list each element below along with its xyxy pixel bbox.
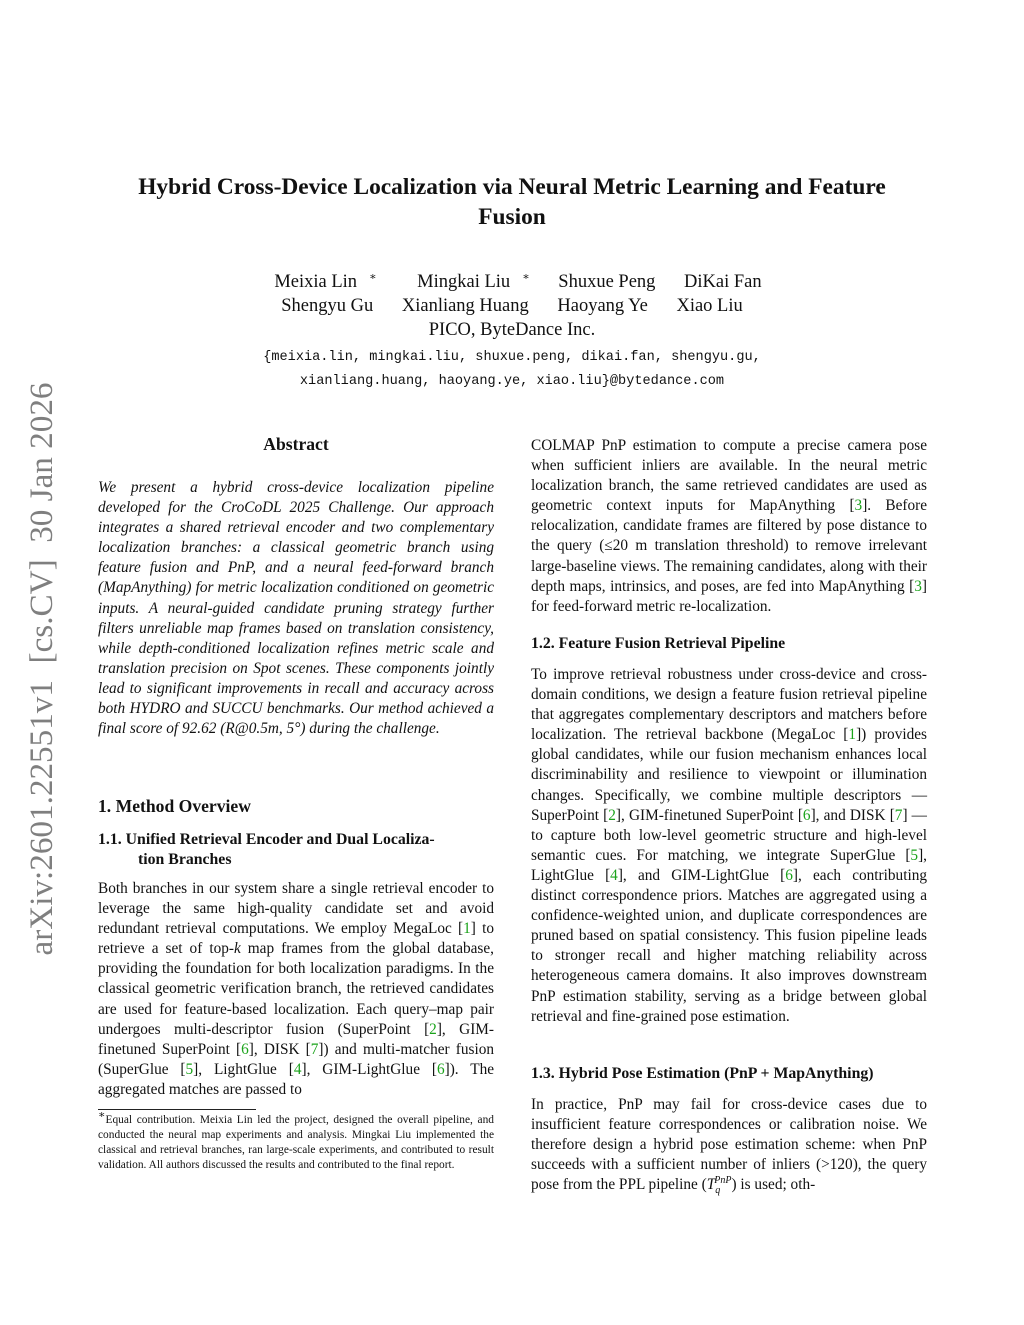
abstract-text: We present a hybrid cross-device localization pipeline developed for the CroCoDL 2025 Challenge. Our approach integrates a shared retrieval encoder and two complementary localization branches: a classical geometric branch using feature fusion and PnP, and a neural feed-forward branch (MapAnything) for metric localization conditioned on geometric inputs. A neural-guided candidate pruning strategy further filters unreliable map frames based on translation consistency, while depth-conditioned localization refines metric scale and translation precision on Spot scenes. These components jointly lead to significant improvements in recall and accuracy across both HYDRO and SUCCU benchmarks. Our method achieved a final score of 92.62 (R@0.5m, 5°) during the challenge. bbox=[98, 479, 494, 738]
citation-link[interactable]: 7 bbox=[894, 806, 903, 824]
citation-link[interactable]: 4 bbox=[293, 1060, 302, 1078]
section-heading-1-1: 1.1. Unified Retrieval Encoder and Dual Localiza- tion Branches bbox=[98, 831, 435, 869]
arxiv-side-stamp bbox=[12, 382, 66, 957]
email-line-2: xianliang.huang, haoyang.ye, xiao.liu}@bytedance.com bbox=[299, 374, 725, 389]
section-heading-1: 1. Method Overview bbox=[98, 796, 251, 816]
author-name: Xiao Liu bbox=[676, 296, 743, 316]
citation-link[interactable]: 4 bbox=[610, 866, 618, 884]
section-1-2-body: To improve retrieval robustness under cross-device and cross-domain conditions, we design a feature fusion retrieval pipeline that aggregates complementary descriptors and matchers before localization. The retrieval backbone (MegaLoc [1]) provides global candidates, while our fusion mechanism enhances local discriminability and resilience to viewpoint or illumination changes. Specifically, we combine multiple descriptors — SuperPoint [2], GIM-finetuned SuperPoint [6], and DISK [7] — to capture both low-level geometric structure and high-level semantic cues. For matching, we integrate SuperGlue [5], LightGlue [4], and GIM-LightGlue [6], each contributing distinct correspondence priors. Matches are aggregated using a confidence-weighted union, and duplicate correspondences are pruned based on spatial consistency. This fusion pipeline leads to stronger recall and higher matching reliability across heterogeneous camera domains. It also improves downstream PnP estimation stability, serving as a bridge between global retrieval and fine-grained pose estimation. bbox=[531, 666, 927, 1025]
citation-link[interactable]: 6 bbox=[785, 866, 793, 884]
affiliation: PICO, ByteDance Inc. bbox=[428, 320, 596, 340]
citation-link[interactable]: 1 bbox=[848, 726, 857, 744]
section-heading-1-3: 1.3. Hybrid Pose Estimation (PnP + MapAnything) bbox=[531, 1065, 874, 1082]
arxiv-identifier: arXiv:2601.22551v1 [cs.CV] 30 Jan 2026 bbox=[24, 385, 60, 956]
paper-title: Hybrid Cross-Device Localization via Neural Metric Learning and Feature Fusion bbox=[138, 174, 886, 230]
footnote-rule bbox=[98, 1109, 256, 1110]
author-emails bbox=[110, 346, 914, 394]
citation-link[interactable]: 5 bbox=[185, 1060, 194, 1078]
citation-link[interactable]: 6 bbox=[241, 1040, 249, 1058]
section-1-3-body: In practice, PnP may fail for cross-device cases due to insufficient feature correspondences or calibration noise. We therefore design a hybrid pose estimation scheme: when PnP succeeds with a sufficient number of inliers (>120), the query pose from the PPL pipeline $(T_q^{PnP})$ is used; oth- bbox=[531, 1096, 927, 1197]
author-block bbox=[110, 270, 914, 342]
author-name: Shuxue Peng bbox=[558, 272, 656, 292]
citation-link[interactable]: 6 bbox=[436, 1060, 445, 1078]
author-name: Xianliang Huang bbox=[401, 296, 529, 316]
citation-link[interactable]: 6 bbox=[802, 806, 811, 824]
pose-symbol: $T_q^{PnP}$ bbox=[706, 1175, 732, 1197]
footnote: ∗Equal contribution. Meixia Lin led the project, designed the overall pipeline, and conducted the neural map experiments and analysis. Mingkai Liu implemented the classical and retrieval branches, ran large-scale experiments, and contributed to result validation. All authors discussed the results and contributed to the final report. bbox=[98, 1109, 494, 1171]
right-column-continuation: COLMAP PnP estimation to compute a precise camera pose when sufficient inliers are available. In the neural metric localization branch, the same retrieved candidates are used as geometric context inputs for MapAnything [3]. Before relocalization, candidate frames are filtered by pose distance to the query (≤20 m translation threshold) to remove irrelevant large-baseline views. The remaining candidates, along with their depth maps, intrinsics, and poses, are fed into MapAnything [3] for feed-forward metric re-localization. bbox=[531, 437, 927, 615]
section-1-1-body: Both branches in our system share a single retrieval encoder to leverage the same high-quality candidate set and avoid redundant retrieval computations. We employ MegaLoc [1] to retrieve a set of top-k map frames from the global database, providing the foundation for both localization paradigms. In the classical geometric verification branch, the retrieved candidates are used for feature-based localization. Each query–map pair undergoes multi-descriptor fusion (SuperPoint [2], GIM-finetuned SuperPoint [6], DISK [7]) and multi-matcher fusion (SuperGlue [5], LightGlue [4], GIM-LightGlue [6]). The aggregated matches are passed to bbox=[98, 880, 495, 1098]
author-name: Meixia Lin ∗ bbox=[274, 270, 377, 292]
author-name: Haoyang Ye bbox=[557, 296, 648, 316]
author-row-2 bbox=[110, 294, 914, 318]
citation-link[interactable]: 2 bbox=[608, 806, 616, 824]
section-heading-1-2: 1.2. Feature Fusion Retrieval Pipeline bbox=[531, 635, 786, 652]
author-name: Mingkai Liu ∗ bbox=[417, 270, 530, 292]
citation-link[interactable]: 3 bbox=[854, 497, 863, 515]
author-name: Shengyu Gu bbox=[281, 296, 374, 316]
author-name: DiKai Fan bbox=[684, 272, 762, 292]
citation-link[interactable]: 1 bbox=[463, 920, 471, 938]
citation-link[interactable]: 5 bbox=[910, 846, 919, 864]
abstract-heading: Abstract bbox=[263, 434, 329, 454]
author-row-1 bbox=[110, 270, 914, 294]
citation-link[interactable]: 7 bbox=[310, 1040, 319, 1058]
citation-link[interactable]: 3 bbox=[914, 577, 922, 595]
citation-link[interactable]: 2 bbox=[429, 1020, 437, 1038]
email-line-1: {meixia.lin, mingkai.liu, shuxue.peng, dikai.fan, shengyu.gu, bbox=[263, 350, 761, 365]
